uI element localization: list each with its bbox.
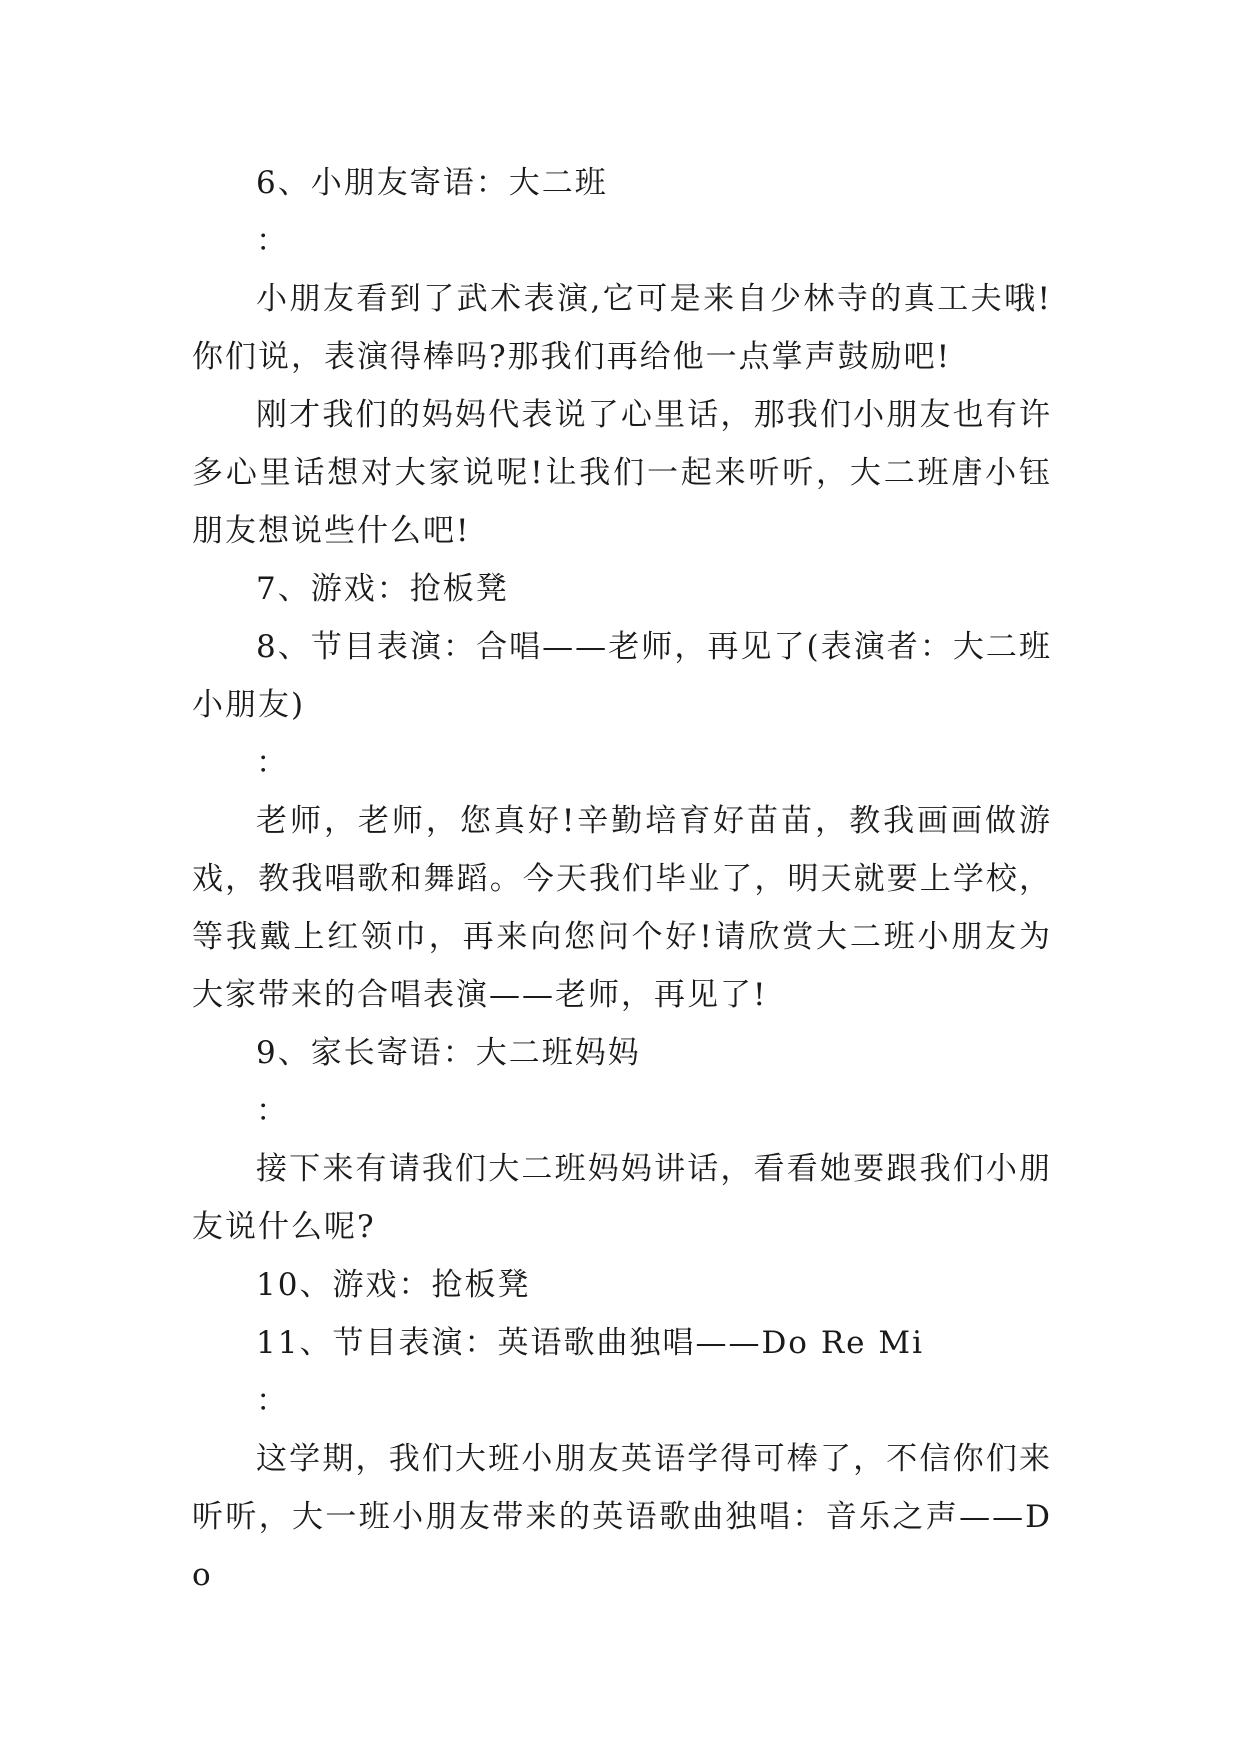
- document-body: [192, 154, 1052, 1604]
- paragraph-colon: ：: [256, 1383, 289, 1419]
- paragraph-colon: ：: [256, 745, 289, 781]
- paragraph-item-9-heading: 9、家长寄语：大二班妈妈: [256, 1035, 641, 1071]
- paragraph-colon: ：: [256, 223, 289, 259]
- paragraph-item-7-heading: 7、游戏：抢板凳: [256, 571, 509, 607]
- paragraph-item-11-heading: 11、节目表演：英语歌曲独唱——Do Re Mi: [256, 1325, 925, 1361]
- paragraph-heart-words: 刚才我们的妈妈代表说了心里话，那我们小朋友也有许多心里话想对大家说呢!让我们一起来听听，大二班唐小钰朋友想说些什么吧!: [192, 397, 1052, 549]
- paragraph-martial-arts: 小朋友看到了武术表演,它可是来自少林寺的真工夫哦!你们说，表演得棒吗?那我们再给他一点掌声鼓励吧!: [192, 281, 1052, 375]
- paragraph-mother-speech: 接下来有请我们大二班妈妈讲话，看看她要跟我们小朋友说什么呢?: [192, 1151, 1052, 1245]
- paragraph-english-song: 这学期，我们大班小朋友英语学得可棒了，不信你们来听听，大一班小朋友带来的英语歌曲独唱：音乐之声——Do: [192, 1441, 1052, 1593]
- paragraph-item-8-heading: 8、节目表演：合唱——老师，再见了(表演者：大二班小朋友): [192, 629, 1052, 723]
- paragraph-item-6-heading: 6、小朋友寄语：大二班: [256, 165, 608, 201]
- paragraph-teacher-song: 老师，老师，您真好!辛勤培育好苗苗，教我画画做游戏，教我唱歌和舞蹈。今天我们毕业了，明天就要上学校，等我戴上红领巾，再来向您问个好!请欣赏大二班小朋友为大家带来的合唱表演——老师，再见了!: [192, 803, 1052, 1013]
- paragraph-item-10-heading: 10、游戏：抢板凳: [256, 1267, 531, 1303]
- paragraph-colon: ：: [256, 1093, 289, 1129]
